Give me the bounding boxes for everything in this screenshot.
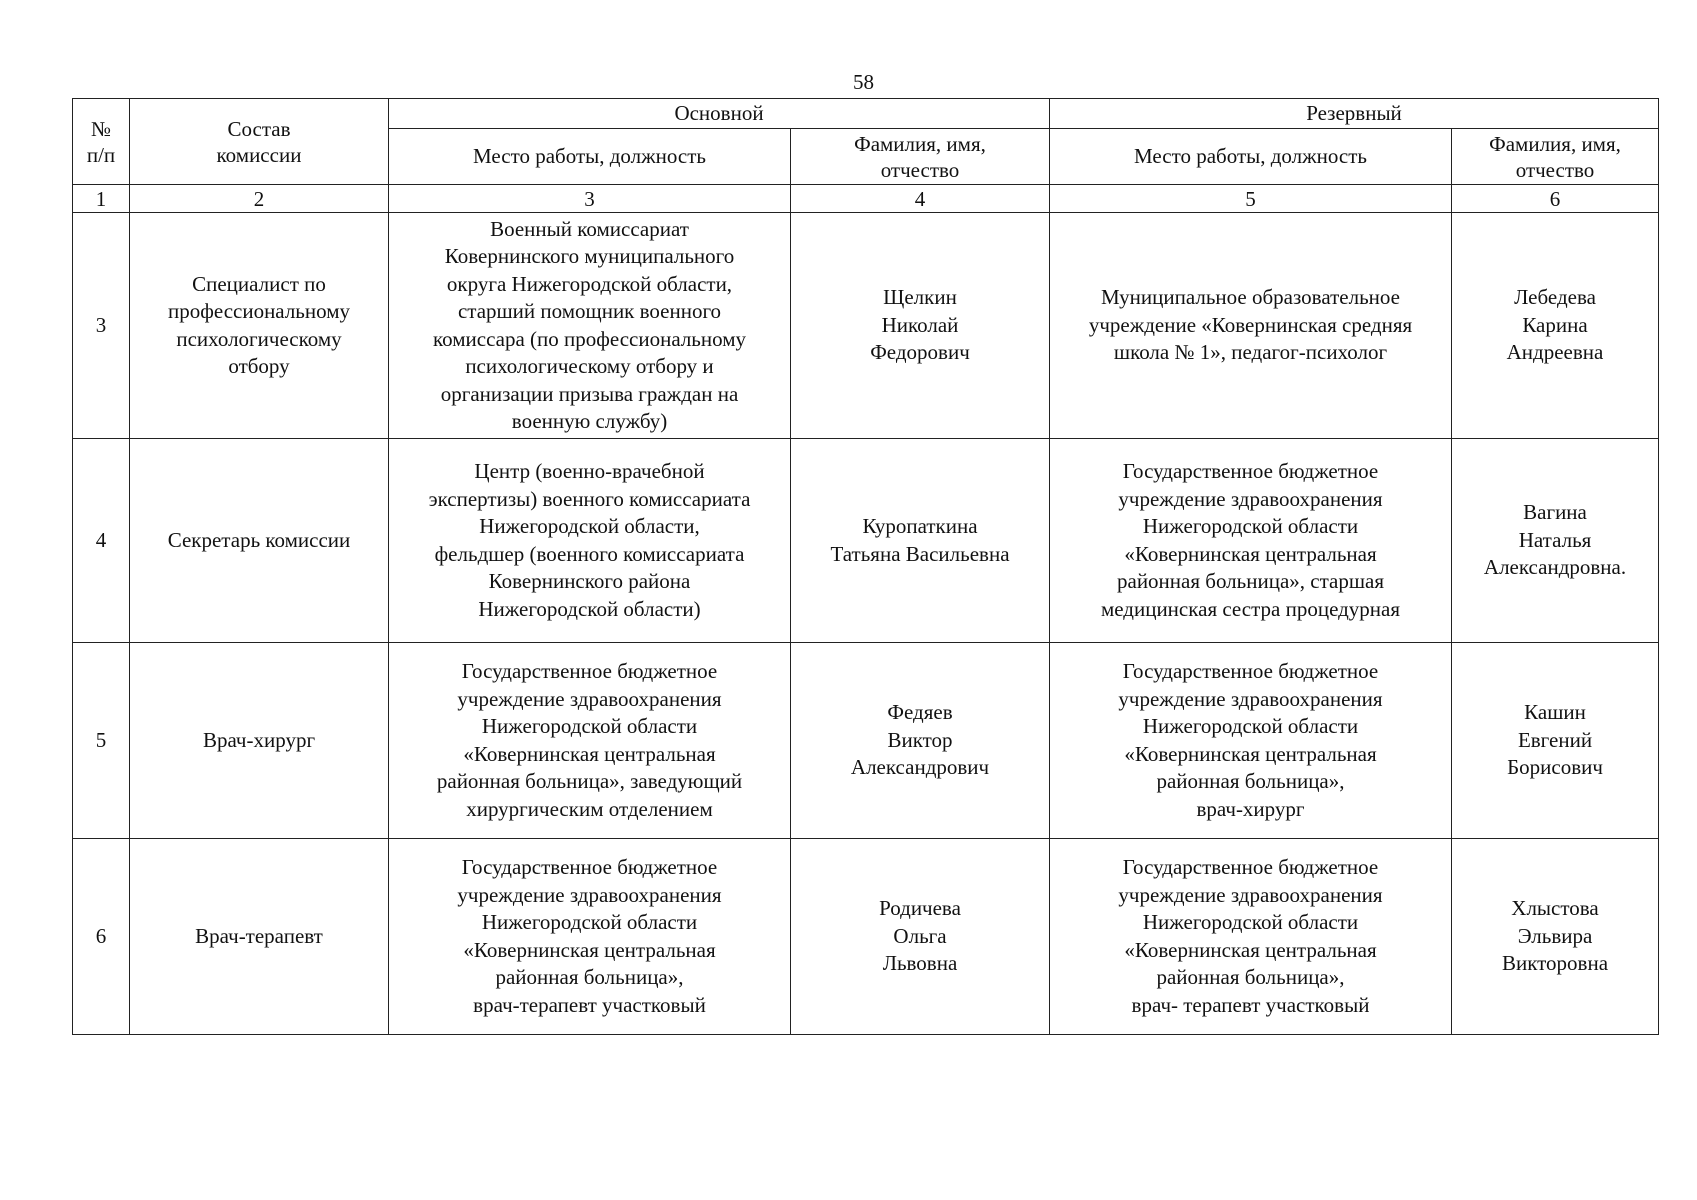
- table-row: [73, 439, 1659, 643]
- column-number: 3: [389, 185, 791, 213]
- reserve-workplace-cell: Государственное бюджетное учреждение здравоохранения Нижегородской области «Ковернинская центральная районная больница», врач-хирург: [1050, 643, 1452, 839]
- header-main-full-name: Фамилия, имя, отчество: [791, 129, 1050, 185]
- table-row: [73, 643, 1659, 839]
- main-workplace-cell: Центр (военно-врачебной экспертизы) военного комиссариата Нижегородской области, фельдшер (военного комиссариата Ковернинского района Нижегородской области): [389, 439, 791, 643]
- header-reserve-group: Резервный: [1050, 99, 1659, 129]
- row-number: 3: [73, 213, 130, 439]
- main-name-cell: Федяев Виктор Александрович: [791, 643, 1050, 839]
- reserve-workplace-cell: Государственное бюджетное учреждение здравоохранения Нижегородской области «Ковернинская центральная районная больница», врач- терапевт участковый: [1050, 839, 1452, 1035]
- main-workplace-cell: Военный комиссариат Ковернинского муниципального округа Нижегородской области, старший помощник военного комиссара (по профессиональному психологическому отбору и организации призыва граждан на военную службу): [389, 213, 791, 439]
- column-number: 2: [130, 185, 389, 213]
- main-name-cell: Щелкин Николай Федорович: [791, 213, 1050, 439]
- reserve-name-cell: Вагина Наталья Александровна.: [1452, 439, 1659, 643]
- column-number-row: [73, 185, 1659, 213]
- table-row: [73, 839, 1659, 1035]
- column-number: 6: [1452, 185, 1659, 213]
- header-main-group: Основной: [389, 99, 1050, 129]
- header-row-groups: [73, 99, 1659, 129]
- main-workplace-cell: Государственное бюджетное учреждение здравоохранения Нижегородской области «Ковернинская центральная районная больница», заведующий хирургическим отделением: [389, 643, 791, 839]
- role-cell: Врач-хирург: [130, 643, 389, 839]
- reserve-name-cell: Лебедева Карина Андреевна: [1452, 213, 1659, 439]
- header-reserve-workplace: Место работы, должность: [1050, 129, 1452, 185]
- header-num: № п/п: [73, 99, 130, 185]
- role-cell: Специалист по профессиональному психологическому отбору: [130, 213, 389, 439]
- reserve-name-cell: Кашин Евгений Борисович: [1452, 643, 1659, 839]
- main-name-cell: Куропаткина Татьяна Васильевна: [791, 439, 1050, 643]
- page-number: 58: [853, 70, 874, 94]
- column-number: 1: [73, 185, 130, 213]
- row-number: 4: [73, 439, 130, 643]
- header-reserve-full-name: Фамилия, имя, отчество: [1452, 129, 1659, 185]
- reserve-workplace-cell: Государственное бюджетное учреждение здравоохранения Нижегородской области «Ковернинская центральная районная больница», старшая медицинская сестра процедурная: [1050, 439, 1452, 643]
- role-cell: Врач-терапевт: [130, 839, 389, 1035]
- column-number: 4: [791, 185, 1050, 213]
- reserve-workplace-cell: Муниципальное образовательное учреждение «Ковернинская средняя школа № 1», педагог-психолог: [1050, 213, 1452, 439]
- reserve-name-cell: Хлыстова Эльвира Викторовна: [1452, 839, 1659, 1035]
- column-number: 5: [1050, 185, 1452, 213]
- header-composition: Состав комиссии: [130, 99, 389, 185]
- role-cell: Секретарь комиссии: [130, 439, 389, 643]
- commission-table: [72, 98, 1659, 1035]
- main-workplace-cell: Государственное бюджетное учреждение здравоохранения Нижегородской области «Ковернинская центральная районная больница», врач-терапевт участковый: [389, 839, 791, 1035]
- table-row: [73, 213, 1659, 439]
- header-main-workplace: Место работы, должность: [389, 129, 791, 185]
- row-number: 5: [73, 643, 130, 839]
- row-number: 6: [73, 839, 130, 1035]
- main-name-cell: Родичева Ольга Львовна: [791, 839, 1050, 1035]
